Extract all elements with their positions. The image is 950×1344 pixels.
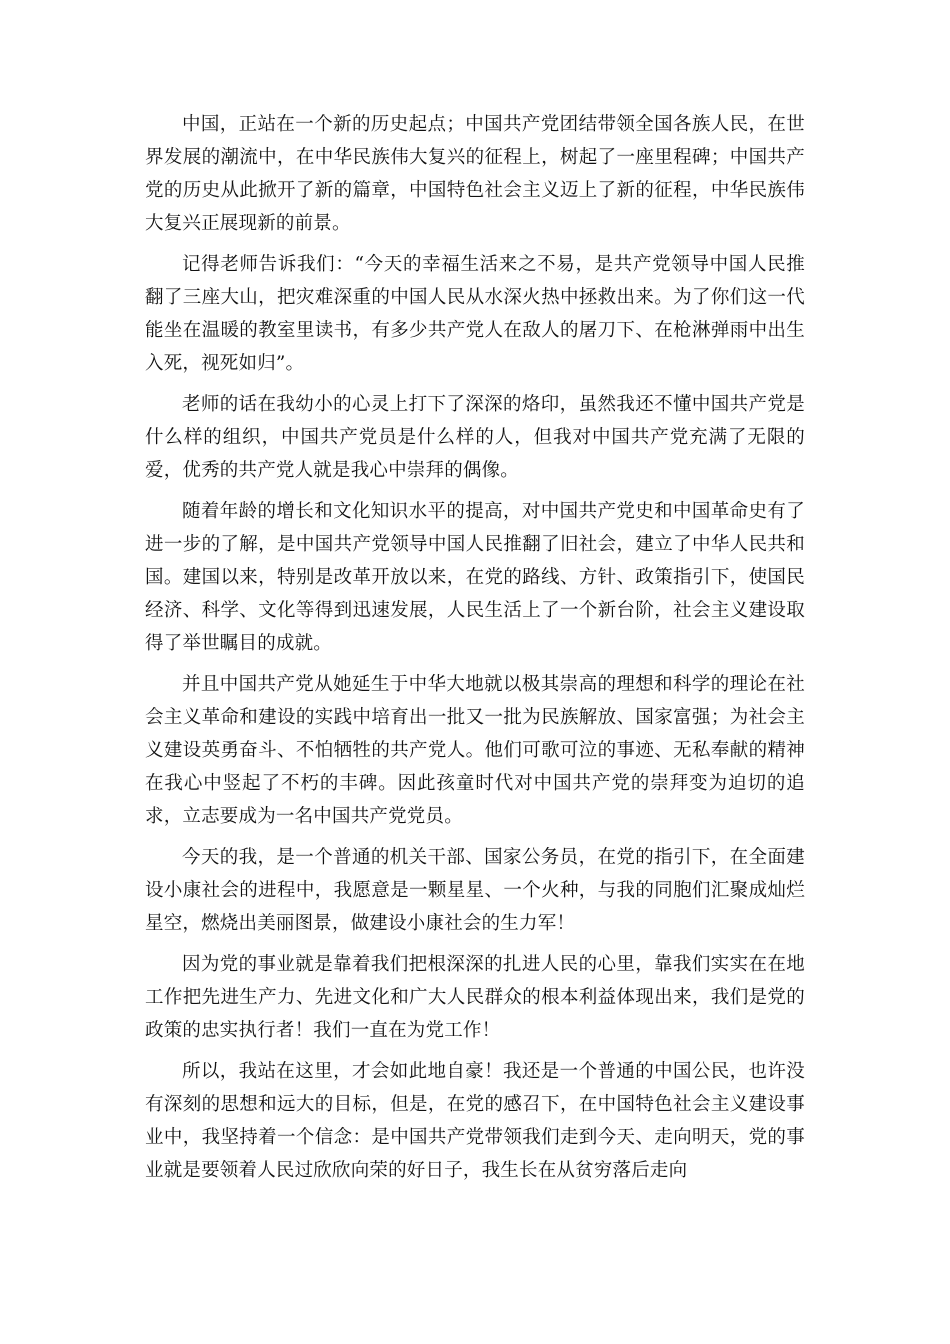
document-body (145, 108, 805, 1195)
paragraph-2: 记得老师告诉我们：“今天的幸福生活来之不易，是共产党领导中国人民推翻了三座大山，把灾难深重的中国人民从水深火热中拯救出来。为了你们这一代能坐在温暖的教室里读书，有多少共产党人在敌人的屠刀下、在枪淋弹雨中出生入死，视死如归”。 (145, 254, 805, 374)
paragraph-1: 中国，正站在一个新的历史起点；中国共产党团结带领全国各族人民，在世界发展的潮流中，在中华民族伟大复兴的征程上，树起了一座里程碑；中国共产党的历史从此掀开了新的篇章，中国特色社会主义迈上了新的征程，中华民族伟大复兴正展现新的前景。 (145, 114, 805, 234)
paragraph-6: 今天的我，是一个普通的机关干部、国家公务员，在党的指引下，在全面建设小康社会的进程中，我愿意是一颗星星、一个火种，与我的同胞们汇聚成灿烂星空，燃烧出美丽图景，做建设小康社会的生力军！ (145, 847, 805, 934)
paragraph-7: 因为党的事业就是靠着我们把根深深的扎进人民的心里，靠我们实实在在地工作把先进生产力、先进文化和广大人民群众的根本利益体现出来，我们是党的政策的忠实执行者！我们一直在为党工作！ (145, 954, 805, 1041)
paragraph-3: 老师的话在我幼小的心灵上打下了深深的烙印，虽然我还不懂中国共产党是什么样的组织，中国共产党员是什么样的人，但我对中国共产党充满了无限的爱，优秀的共产党人就是我心中崇拜的偶像。 (145, 394, 805, 481)
paragraph-8: 所以，我站在这里，才会如此地自豪！我还是一个普通的中国公民，也许没有深刻的思想和远大的目标，但是，在党的感召下，在中国特色社会主义建设事业中，我坚持着一个信念：是中国共产党带领我们走到今天、走向明天，党的事业就是要领着人民过欣欣向荣的好日子，我生长在从贫穷落后走向 (145, 1061, 805, 1181)
paragraph-5: 并且中国共产党从她延生于中华大地就以极其崇高的理想和科学的理论在社会主义革命和建设的实践中培育出一批又一批为民族解放、国家富强；为社会主义建设英勇奋斗、不怕牺牲的共产党人。他们可歌可泣的事迹、无私奉献的精神在我心中竖起了不朽的丰碑。因此孩童时代对中国共产党的崇拜变为迫切的追求，立志要成为一名中国共产党党员。 (145, 674, 805, 827)
paragraph-4: 随着年龄的增长和文化知识水平的提高，对中国共产党史和中国革命史有了进一步的了解，是中国共产党领导中国人民推翻了旧社会，建立了中华人民共和国。建国以来，特别是改革开放以来，在党的路线、方针、政策指引下，使国民经济、科学、文化等得到迅速发展，人民生活上了一个新台阶，社会主义建设取得了举世瞩目的成就。 (145, 501, 805, 654)
